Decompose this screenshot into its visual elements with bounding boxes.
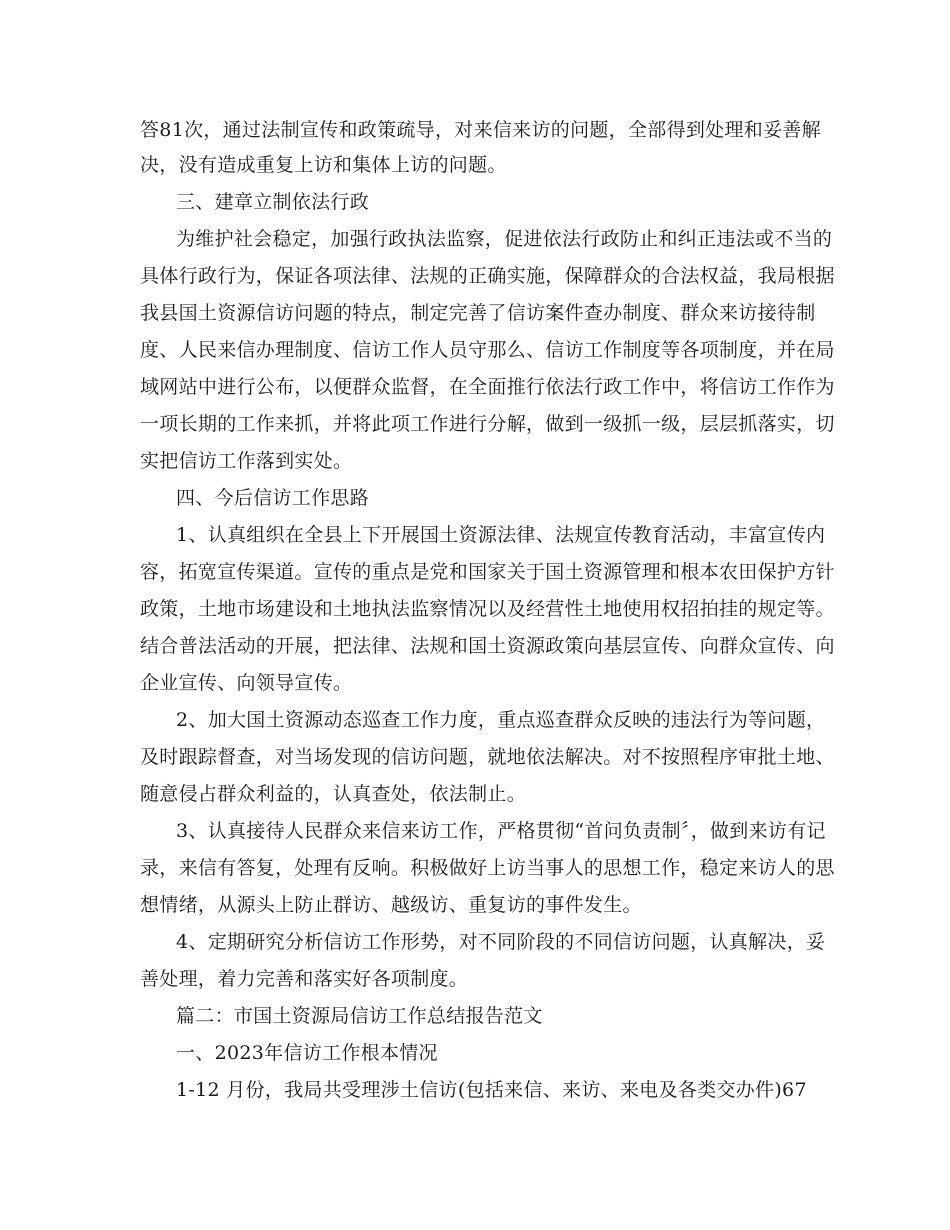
section-heading: 篇二：市国土资源局信访工作总结报告范文 <box>176 1005 543 1027</box>
section-heading: 三、建章立制依法行政 <box>176 191 370 213</box>
text-line: 容，拓宽宣传渠道。宣传的重点是党和国家关于国土资源管理和根本农田保护方针 <box>140 561 835 583</box>
text-line: 1、认真组织在全县上下开展国土资源法律、法规宣传教育活动，丰富宣传内 <box>176 524 826 546</box>
text-line: 为维护社会稳定，加强行政执法监察，促进依法行政防止和纠正违法或不当的 <box>176 228 833 250</box>
text-line: 企业宣传、向领导宣传。 <box>140 672 353 694</box>
text-line: 实把信访工作落到实处。 <box>140 450 353 472</box>
section-heading: 四、今后信访工作思路 <box>176 487 370 509</box>
text-line: 善处理，着力完善和落实好各项制度。 <box>140 968 469 990</box>
text-line: 及时跟踪督查，对当场发现的信访问题，就地依法解决。对不按照程序审批土地、 <box>140 746 835 768</box>
text-line: 3、认真接待人民群众来信来访工作，严格贯彻“首问负责制〞，做到来访有记 <box>176 820 826 842</box>
text-line: 随意侵占群众利益的，认真查处，依法制止。 <box>140 783 527 805</box>
text-line: 决，没有造成重复上访和集体上访的问题。 <box>140 154 507 176</box>
text-line: 想情绪，从源头上防止群访、越级访、重复访的事件发生。 <box>140 894 642 916</box>
text-line: 具体行政行为，保证各项法律、法规的正确实施，保障群众的合法权益，我局根据 <box>140 265 835 287</box>
text-line: 2、加大国土资源动态巡查工作力度，重点巡查群众反映的违法行为等问题， <box>176 709 826 731</box>
text-line: 结合普法活动的开展，把法律、法规和国土资源政策向基层宣传、向群众宣传、向 <box>140 635 835 657</box>
section-heading: 一、2023年信访工作根本情况 <box>176 1042 438 1064</box>
text-line: 录，来信有答复，处理有反响。积极做好上访当事人的思想工作，稳定来访人的思 <box>140 857 835 879</box>
text-line: 4、定期研究分析信访工作形势，对不同阶段的不同信访问题，认真解决，妥 <box>176 931 826 953</box>
text-line: 答81次，通过法制宣传和政策疏导，对来信来访的问题，全部得到处理和妥善解 <box>140 119 821 141</box>
text-line: 域网站中进行公布，以便群众监督，在全面推行依法行政工作中，将信访工作作为 <box>140 376 835 398</box>
text-line: 政策，土地市场建设和土地执法监察情况以及经营性土地使用权招拍挂的规定等。 <box>140 598 835 620</box>
text-line: 一项长期的工作来抓，并将此项工作进行分解，做到一级抓一级，层层抓落实，切 <box>140 413 835 435</box>
text-line: 1-12 月份，我局共受理涉土信访(包括来信、来访、来电及各类交办件)67 <box>176 1079 807 1101</box>
text-line: 我县国土资源信访问题的特点，制定完善了信访案件查办制度、群众来访接待制 <box>140 302 816 324</box>
text-line: 度、人民来信办理制度、信访工作人员守那么、信访工作制度等各项制度，并在局 <box>140 339 835 361</box>
